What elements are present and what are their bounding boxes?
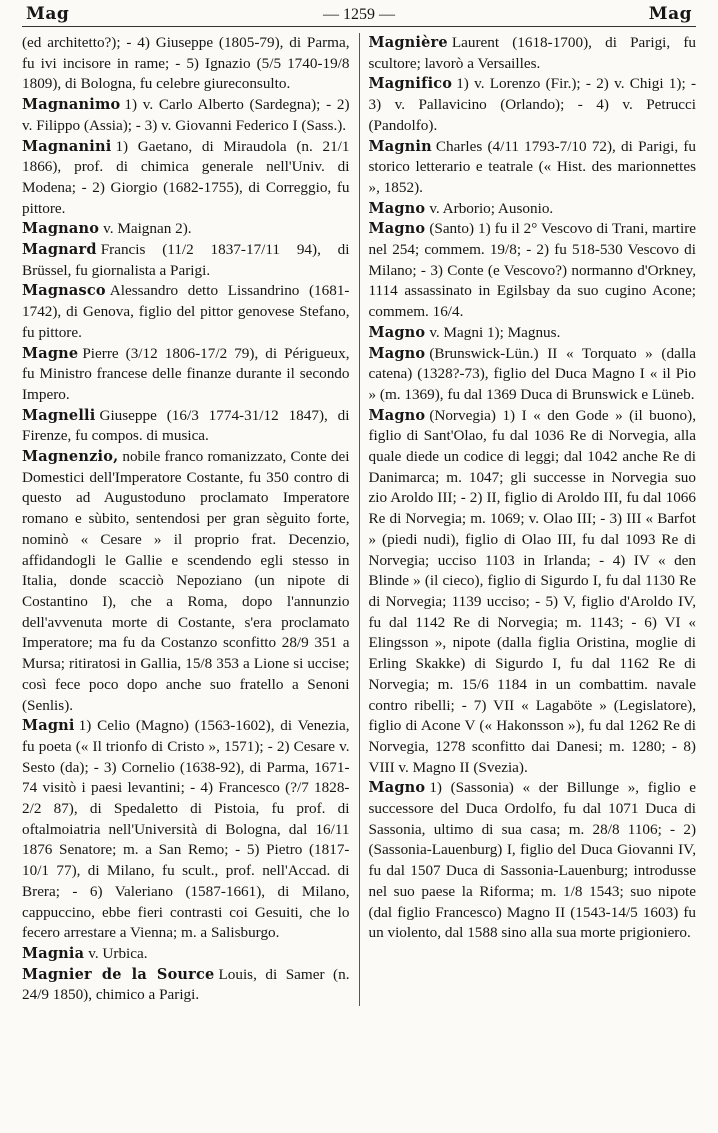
entry-text: v. Urbica. — [88, 944, 148, 962]
entry-headword: Magnière — [368, 34, 448, 51]
entry-text: 1) (Sassonia) « der Billunge », figlio e successore del Duca Ordolfo, fu dal 1071 Duca di Sassonia, ultimo di sua casa; m. 28/8 1106; - 2) (Sassonia-Lauenburg) I, figlio del Duca Giovanni IV, fu dal 1507 Duca di Sassonia-Lauenburg; introdusse nel suo paese la Riforma; m. 1/8 1543; suo nipote (dal figlio Francesco) Magno II (1543-14/5 1603) fu un violento, dal 1588 sino alla sua morte prigioniero. — [368, 779, 696, 942]
entry-headword: Magnano — [22, 220, 100, 238]
entry-text: 1) Gaetano, di Miraudola (n. 21/1 1866), prof. di chimica generale nell'Univ. di Modena; - 2) Giorgio (1682-1755), di Correggio, fu pittore. — [22, 137, 350, 217]
dictionary-entry — [22, 240, 350, 281]
entry-text: Pierre (3/12 1806-17/2 79), di Périgueux, fu Ministro francese delle finanze durante il secondo Impero. — [22, 344, 350, 403]
dictionary-entry — [22, 406, 350, 447]
dictionary-entry — [369, 778, 697, 944]
entry-headword: Magno — [368, 220, 426, 238]
dictionary-entry — [22, 447, 350, 716]
entry-text: 1) v. Lorenzo (Fir.); - 2) v. Chigi 1); - 3) v. Pallavicino (Orlando); - 4) v. Petrucci (Pandolfo). — [368, 75, 696, 134]
columns — [22, 33, 696, 1006]
entry-text: nobile franco romanizzato, Conte dei Domestici dell'Imperatore Costante, fu 350 contro di questo ad Augustoduno proclamato Imperatore romano e sùbito, sentendosi per gran sèguito forte, nominò « Cesare » il proprio frat. Decenzio, affidandogli le Gallie e scendendo egli stesso in Italia, donde scacciò Nepoziano (un nipote di Costantino I), che a Roma, dopo l'annunzio dell'avvenuta morte di Costante, s'era proclamato Imperatore; ma fu da Costanzo sconfitto 28/9 351 a Mursa; ritiratosi in Gallia, 15/8 353 a Lione si uccise; così fece poco dopo anche suo fratello a Senoni (Senlis). — [22, 448, 350, 714]
entry-headword: Magno — [368, 344, 426, 362]
entry-headword: Magno — [368, 199, 426, 217]
dictionary-entry — [22, 281, 350, 343]
entry-text: Francis (11/2 1837-17/11 94), di Brüssel, fu giornalista a Parigi. — [22, 241, 350, 279]
dictionary-entry — [369, 219, 697, 323]
entry-text: Laurent (1618-1700), di Parigi, fu scultore; lavorò a Versailles. — [368, 34, 696, 72]
dictionary-entry — [369, 406, 697, 779]
entry-headword: Magnasco — [22, 282, 106, 300]
dictionary-entry — [369, 33, 697, 74]
header-left-word: Mag — [26, 4, 70, 24]
entry-text: v. Maignan 2). — [103, 220, 192, 238]
entry-headword: Magnelli — [22, 406, 96, 424]
entry-headword: Magne — [22, 344, 79, 362]
entry-text: Giuseppe (16/3 1774-31/12 1847), di Firenze, fu compos. di musica. — [22, 406, 350, 445]
entry-headword: Magnin — [368, 137, 432, 155]
entry-text: (Santo) 1) fu il 2° Vescovo di Trani, martire nel 254; commem. 19/8; - 2) fu 518-530 Vescovo di Milano; - 3) Conte (e Vescovo?) normanno d'Orkney, 1114 assassinato in Egilsbay da suo cugino Acone; commem. 16/4. — [368, 220, 696, 321]
page-header — [22, 4, 696, 27]
entry-text: 1) v. Carlo Alberto (Sardegna); - 2) v. Filippo (Assia); - 3) v. Giovanni Federico I (Sass.). — [22, 96, 350, 134]
dictionary-entry — [369, 199, 697, 220]
entry-headword: Magno — [368, 323, 426, 341]
dictionary-entry — [369, 344, 697, 406]
entry-text: 1) Celio (Magno) (1563-1602), di Venezia, fu poeta (« Il trionfo di Cristo », 1571); - 2) Cesare v. Sesto (da); - 3) Cornelio (1638-92), di Parma, 1671-74 visitò i paesi levantini; - 4) Francesco (?/7 1828-2/2 87), di Spedaletto di Pistoia, fu prof. di oftalmoiatria nell'Università di Bologna, dal 16/11 1876 Senatore; m. a San Remo; - 5) Pietro (1817-10/1 77), di Milano, fu scult., prof. nell'Accad. di Brera; - 6) Valeriano (1587-1661), di Milano, cappuccino, ebbe fieri contrasti coi Gesuiti, che lo fecero arrestare a Vienna; m. a Salisburgo. — [22, 717, 350, 942]
entry-text: (Brunswick-Lün.) II « Torquato » (dalla catena) (1328?-73), figlio del Duca Magno I « il Pio » (m. 1369), fu dal 1369 Duca di Brunswick e Lüneb. — [368, 344, 696, 403]
entry-text: v. Arborio; Ausonio. — [429, 199, 554, 217]
header-right-word: Mag — [648, 4, 692, 24]
entry-text: v. Magni 1); Magnus. — [429, 323, 561, 341]
left-column — [22, 33, 360, 1006]
dictionary-entry — [22, 716, 350, 944]
dictionary-entry — [22, 95, 350, 136]
entry-text: (Norvegia) 1) I « den Gode » (il buono), figlio di Sant'Olao, fu dal 1036 Re di Norvegia, alla quale diede un codice di leggi; dal 1042 anche Re di Danimarca; m. 1047; gli successe in Norvegia suo zio Aroldo III; - 2) II, figlio di Aroldo III, fu dal 1066 Re di Norvegia; m. 1069; v. Olao III; - 3) III « Barfot » (piedi nudi), figlio di Olao III, fu dal 1093 Re di Norvegia; ucciso 1103 in Irlanda; - 4) IV « den Blinde » (il cieco), figlio di Sigurdo I, fu dal 1130 Re di Norvegia; 1139 ucciso; - 5) V, figlio d'Aroldo IV, fu dal 1142 Re di Norvegia; m. 1143; - 6) VI « Elingsson », nipote (dalla figlia Oristina, moglie di Erling Skakke) di Sigurdo I, fu dal 1162 Re di Norvegia; m. 15/6 1184 in un combattim. navale contro ribelli; - 7) VII « Lagaböte » (Legislatore), figlio di Acone V (« Hakonsson »), fu dal 1262 Re di Norvegia, 1278 sconfitto dai Danesi; m. 1280; - 8) VIII v. Magno II (Svezia). — [368, 406, 696, 776]
entry-headword: Magno — [368, 779, 426, 797]
dictionary-entry — [22, 137, 350, 220]
entry-headword: Magni — [22, 717, 75, 735]
page-number: — 1259 — — [323, 6, 395, 23]
right-column — [360, 33, 697, 1006]
dictionary-entry — [22, 944, 350, 965]
dictionary-entry — [369, 74, 697, 136]
entry-text: Alessandro detto Lissandrino (1681-1742), di Genova, figlio del pittor genovese Stefano, fu pittore. — [22, 282, 350, 341]
entry-text: (ed architetto?); - 4) Giuseppe (1805-79), di Parma, fu ivi incisore in rame; - 5) Ignazio (5/5 1740-19/8 1809), di Bologna, fu celebre giureconsulto. — [22, 34, 350, 93]
entry-headword: Magnifico — [368, 75, 453, 93]
dictionary-entry — [22, 33, 350, 95]
dictionary-entry — [22, 965, 350, 1006]
entry-headword: Magnard — [22, 241, 97, 259]
entry-headword: Magno — [368, 406, 426, 424]
entry-headword: Magnia — [22, 944, 85, 962]
dictionary-entry — [22, 219, 350, 240]
entry-text: Charles (4/11 1793-7/10 72), di Parigi, fu storico letterario e teatrale (« Hist. des marionnettes », 1852). — [368, 137, 696, 196]
entry-headword: Magnanini — [22, 137, 112, 155]
entry-headword: Magnier de la Source — [22, 965, 215, 983]
dictionary-entry — [369, 137, 697, 199]
entry-text: Louis, di Samer (n. 24/9 1850), chimico a Parigi. — [22, 965, 350, 1004]
entry-headword: Magnenzio, — [22, 448, 119, 466]
entry-headword: Magnanimo — [22, 96, 121, 114]
dictionary-entry — [369, 323, 697, 344]
dictionary-entry — [22, 344, 350, 406]
